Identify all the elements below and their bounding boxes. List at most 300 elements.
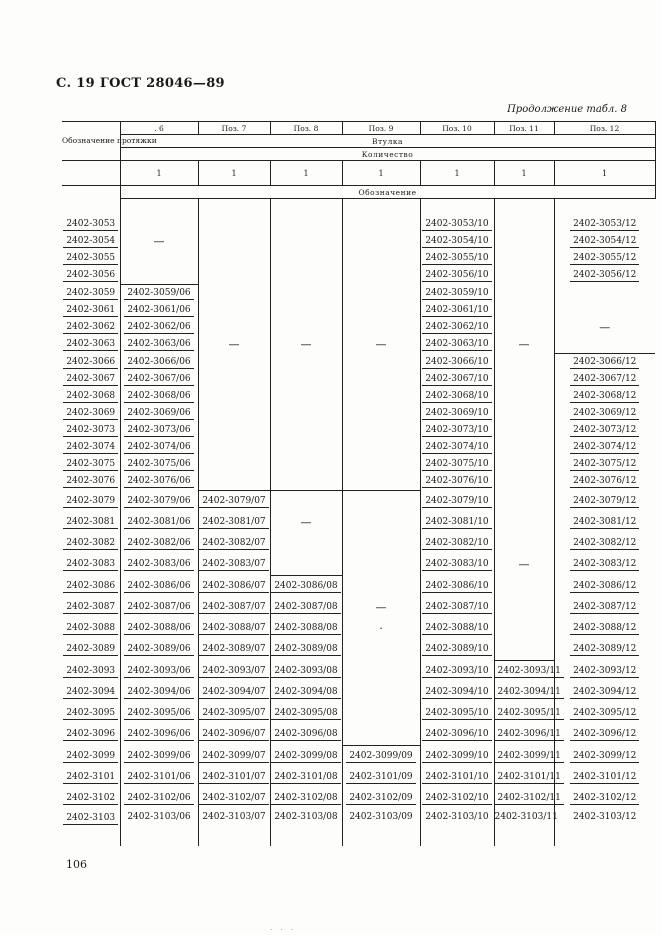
- part-number: 2402-3079/10: [422, 495, 491, 508]
- empty-cell: [342, 302, 420, 319]
- part-cell-p11: [494, 809, 558, 846]
- part-number: 2402-3055/12: [570, 252, 639, 265]
- part-number: 2402-3096/06: [124, 728, 193, 741]
- designation-label: Обозначение: [120, 186, 655, 199]
- designation-value: 2402-3088: [63, 622, 118, 635]
- table-row: [62, 639, 655, 661]
- col-header: Поз. 11: [494, 122, 554, 135]
- part-number: 2402-3076/12: [570, 475, 639, 488]
- count-label: Количество: [120, 148, 655, 161]
- empty-cell: [494, 302, 554, 319]
- part-number: 2402-3099/09: [346, 750, 415, 763]
- empty-cell: [198, 422, 270, 439]
- empty-mark-cell: —: [270, 512, 342, 533]
- empty-mark-cell: —: [120, 233, 198, 250]
- part-number: 2402-3087/12: [570, 601, 639, 614]
- empty-cell: [270, 302, 342, 319]
- part-cell-p12: [554, 703, 655, 724]
- part-number: 2402-3053/10: [422, 218, 491, 231]
- empty-cell: [270, 216, 342, 233]
- part-number: 2402-3099/06: [124, 750, 193, 763]
- empty-cell: [342, 405, 420, 422]
- designation-cell: [62, 703, 120, 724]
- part-number: 2402-3075/10: [422, 458, 491, 471]
- part-number: 2402-3101/11: [495, 771, 564, 784]
- part-number: 2402-3088/07: [199, 622, 268, 635]
- empty-cell: [342, 439, 420, 456]
- part-cell-p12: [554, 512, 655, 533]
- part-cell-p6: [120, 788, 198, 809]
- empty-cell: [270, 533, 342, 554]
- empty-cell: [494, 405, 554, 422]
- empty-cell: [198, 233, 270, 250]
- part-cell-p10: [420, 682, 494, 703]
- table-row: [62, 533, 655, 554]
- part-number: 2402-3102/07: [199, 792, 268, 805]
- table-row: [62, 724, 655, 746]
- part-number: 2402-3093/06: [124, 665, 193, 678]
- part-cell-p10: [420, 597, 494, 618]
- empty-cell: [270, 388, 342, 405]
- count-cell: 1: [342, 161, 420, 186]
- empty-cell: [198, 319, 270, 336]
- designation-cell: [62, 639, 120, 661]
- part-cell-p7: [198, 661, 270, 683]
- part-number: 2402-3103/10: [425, 812, 489, 822]
- part-cell-p8: [270, 661, 342, 683]
- table-row: [62, 388, 655, 405]
- designation-value: 2402-3094: [63, 686, 118, 699]
- empty-cell: [494, 422, 554, 439]
- part-cell-p12: [554, 576, 655, 598]
- empty-mark-cell: —: [554, 319, 655, 336]
- empty-cell: [342, 285, 420, 303]
- part-cell-p6: [120, 354, 198, 372]
- gap-cell: [270, 199, 342, 217]
- empty-cell: [342, 576, 420, 598]
- designation-cell: [62, 250, 120, 267]
- part-cell-p10: [420, 388, 494, 405]
- part-cell-p6: [120, 682, 198, 703]
- part-cell-p9: [342, 767, 420, 788]
- table-row: [62, 576, 655, 598]
- part-cell-p10: [420, 491, 494, 513]
- designation-cell: [62, 319, 120, 336]
- count-cell: 1: [198, 161, 270, 186]
- designation-value: 2402-3074: [63, 441, 118, 454]
- part-cell-p11: [494, 682, 561, 703]
- part-cell-p6: [120, 661, 198, 683]
- part-cell-p10: [420, 724, 494, 746]
- designation-value: 2402-3096: [63, 728, 118, 741]
- designation-value: 2402-3055: [63, 252, 118, 265]
- designation-cell: [62, 233, 120, 250]
- gap-cell: [554, 199, 655, 217]
- designation-cell: [62, 456, 120, 473]
- designation-cell: [62, 285, 120, 303]
- empty-mark-cell: —: [494, 554, 554, 576]
- part-number: 2402-3083/12: [570, 558, 639, 571]
- empty-cell: [342, 473, 420, 491]
- part-cell-p6: [120, 767, 198, 788]
- table-row: [62, 788, 655, 809]
- count-cell: 1: [494, 161, 554, 186]
- part-cell-p10: [420, 439, 494, 456]
- empty-cell: [554, 285, 655, 303]
- part-cell-p10: [420, 422, 494, 439]
- designation-value: 2402-3099: [63, 750, 118, 763]
- part-number: 2402-3082/12: [570, 537, 639, 550]
- part-number: 2402-3074/10: [422, 441, 491, 454]
- part-number: 2402-3093/08: [271, 665, 340, 678]
- empty-cell: [494, 354, 554, 372]
- designation-cell: [62, 597, 120, 618]
- part-cell-p12: [554, 388, 655, 405]
- empty-cell: [342, 456, 420, 473]
- empty-cell: [198, 473, 270, 491]
- table-row: [62, 682, 655, 703]
- part-number: 2402-3061/06: [124, 304, 193, 317]
- part-cell-p12: [554, 809, 655, 846]
- part-number: 2402-3069/10: [422, 407, 491, 420]
- part-cell-p12: [554, 267, 655, 285]
- part-number: 2402-3081/12: [570, 516, 639, 529]
- designation-cell: [62, 422, 120, 439]
- empty-cell: [342, 639, 420, 661]
- part-cell-p11: [494, 661, 561, 683]
- part-cell-p10: [420, 302, 494, 319]
- part-number: 2402-3103/07: [202, 812, 266, 822]
- empty-cell: [342, 703, 420, 724]
- part-number: 2402-3062/10: [422, 321, 491, 334]
- part-cell-p10: [420, 336, 494, 354]
- table-row: [62, 302, 655, 319]
- part-number: 2402-3079/07: [199, 495, 268, 508]
- designation-cell: [62, 618, 120, 639]
- part-cell-p6: [120, 439, 198, 456]
- part-number: 2402-3067/12: [570, 373, 639, 386]
- part-number: 2402-3093/10: [422, 665, 491, 678]
- page-number: 106: [66, 858, 87, 871]
- part-cell-p6: [120, 456, 198, 473]
- empty-cell: [554, 336, 655, 354]
- designation-value: 2402-3095: [63, 707, 118, 720]
- table-row: [62, 597, 655, 618]
- designation-cell: [62, 354, 120, 372]
- empty-cell: [494, 285, 554, 303]
- empty-cell: [270, 371, 342, 388]
- empty-cell: [494, 533, 554, 554]
- designation-value: 2402-3053: [63, 218, 118, 231]
- part-cell-p7: [198, 746, 270, 768]
- part-number: 2402-3094/06: [124, 686, 193, 699]
- part-cell-p8: [270, 809, 342, 846]
- part-number: 2402-3099/12: [570, 750, 639, 763]
- part-number: 2402-3103/06: [127, 812, 191, 822]
- empty-cell: [198, 405, 270, 422]
- part-number: 2402-3063/10: [422, 338, 491, 351]
- table-row: [62, 216, 655, 233]
- empty-cell: [198, 371, 270, 388]
- empty-cell: [342, 422, 420, 439]
- part-number: 2402-3076/10: [422, 475, 491, 488]
- part-number: 2402-3095/07: [199, 707, 268, 720]
- part-number: 2402-3061/10: [422, 304, 491, 317]
- part-cell-p6: [120, 319, 198, 336]
- empty-cell: [342, 267, 420, 285]
- part-cell-p9: [342, 746, 420, 768]
- empty-cell: [270, 354, 342, 372]
- part-cell-p8: [270, 788, 342, 809]
- part-number: 2402-3095/11: [495, 707, 564, 720]
- designation-value: 2402-3056: [63, 269, 118, 282]
- table-row: [62, 809, 655, 846]
- part-number: 2402-3087/06: [124, 601, 193, 614]
- empty-cell: [494, 576, 554, 598]
- empty-cell: [342, 250, 420, 267]
- part-cell-p7: [198, 597, 270, 618]
- empty-cell: [270, 473, 342, 491]
- part-number: 2402-3102/09: [346, 792, 415, 805]
- part-number: 2402-3093/07: [199, 665, 268, 678]
- col-header: Поз. 12: [554, 122, 655, 135]
- designation-cell: [62, 767, 120, 788]
- empty-mark-cell: —: [494, 336, 554, 354]
- designation-cell: [62, 267, 120, 285]
- part-cell-p7: [198, 618, 270, 639]
- part-cell-p7: [198, 809, 270, 846]
- part-cell-p11: [494, 724, 561, 746]
- part-number: 2402-3089/07: [199, 643, 268, 656]
- empty-cell: [270, 319, 342, 336]
- empty-cell: [270, 233, 342, 250]
- empty-cell: [270, 285, 342, 303]
- part-cell-p10: [420, 554, 494, 576]
- part-cell-p6: [120, 473, 198, 491]
- part-cell-p10: [420, 319, 494, 336]
- count-spacer: [62, 161, 120, 186]
- designation-value: 2402-3103: [63, 812, 118, 825]
- count-cell: 1: [120, 161, 198, 186]
- part-cell-p9: [342, 788, 420, 809]
- part-number: 2402-3089/06: [124, 643, 193, 656]
- empty-cell: [120, 216, 198, 233]
- designation-value: 2402-3086: [63, 580, 118, 593]
- empty-cell: [342, 661, 420, 683]
- part-cell-p7: [198, 512, 270, 533]
- designation-cell: [62, 302, 120, 319]
- designation-value: 2402-3059: [63, 287, 118, 300]
- empty-cell: [198, 302, 270, 319]
- designation-cell: [62, 661, 120, 683]
- part-cell-p10: [420, 809, 494, 846]
- part-cell-p10: [420, 703, 494, 724]
- col-header: Поз. 8: [270, 122, 342, 135]
- designation-value: 2402-3083: [63, 558, 118, 571]
- part-number: 2402-3056/12: [570, 269, 639, 282]
- part-cell-p6: [120, 302, 198, 319]
- empty-cell: [198, 216, 270, 233]
- part-cell-p10: [420, 767, 494, 788]
- col-header: Поз. 7: [198, 122, 270, 135]
- table-row: [62, 267, 655, 285]
- empty-cell: [342, 354, 420, 372]
- part-cell-p12: [554, 724, 655, 746]
- part-number: 2402-3059/06: [124, 287, 193, 300]
- part-number: 2402-3079/06: [124, 495, 193, 508]
- designation-value: 2402-3082: [63, 537, 118, 550]
- empty-cell: [198, 285, 270, 303]
- part-number: 2402-3074/12: [570, 441, 639, 454]
- page-header: С. 19 ГОСТ 28046—89: [56, 76, 225, 91]
- designation-cell: [62, 371, 120, 388]
- empty-cell: [198, 354, 270, 372]
- part-cell-p10: [420, 354, 494, 372]
- part-cell-p6: [120, 618, 198, 639]
- part-number: 2402-3096/08: [271, 728, 340, 741]
- empty-mark-cell: —: [342, 336, 420, 354]
- part-cell-p6: [120, 809, 198, 846]
- part-cell-p8: [270, 597, 342, 618]
- designation-value: 2402-3101: [63, 771, 118, 784]
- part-cell-p12: [554, 405, 655, 422]
- part-cell-p7: [198, 767, 270, 788]
- designation-value: 2402-3075: [63, 458, 118, 471]
- part-number: 2402-3074/06: [124, 441, 193, 454]
- part-cell-p6: [120, 554, 198, 576]
- part-cell-p6: [120, 336, 198, 354]
- part-number: 2402-3068/12: [570, 390, 639, 403]
- part-number: 2402-3101/08: [271, 771, 340, 784]
- part-cell-p6: [120, 639, 198, 661]
- designation-cell: [62, 473, 120, 491]
- table-row: [62, 512, 655, 533]
- part-cell-p12: [554, 554, 655, 576]
- empty-cell: [494, 216, 554, 233]
- designation-cell: [62, 746, 120, 768]
- part-number: 2402-3102/11: [495, 792, 564, 805]
- table-row: [62, 422, 655, 439]
- part-cell-p11: [494, 746, 561, 768]
- empty-cell: [270, 422, 342, 439]
- part-cell-p12: [554, 371, 655, 388]
- empty-cell: [342, 512, 420, 533]
- designation-value: 2402-3073: [63, 424, 118, 437]
- designation-value: 2402-3093: [63, 665, 118, 678]
- empty-cell: [554, 302, 655, 319]
- part-number: 2402-3053/12: [570, 218, 639, 231]
- part-number: 2402-3062/06: [124, 321, 193, 334]
- part-number: 2402-3067/10: [422, 373, 491, 386]
- part-number: 2402-3099/07: [199, 750, 268, 763]
- part-number: 2402-3082/10: [422, 537, 491, 550]
- empty-cell: [494, 233, 554, 250]
- part-cell-p10: [420, 405, 494, 422]
- empty-cell: [494, 456, 554, 473]
- part-cell-p9: [342, 809, 420, 846]
- part-number: 2402-3089/12: [570, 643, 639, 656]
- designation-value: 2402-3066: [63, 356, 118, 369]
- table-body: [62, 199, 655, 847]
- designation-value: 2402-3063: [63, 338, 118, 351]
- col-header: Поз. 10: [420, 122, 494, 135]
- empty-cell: [120, 250, 198, 267]
- part-number: 2402-3054/12: [570, 235, 639, 248]
- table-row: [62, 491, 655, 513]
- part-cell-p12: [554, 216, 655, 233]
- part-cell-p10: [420, 576, 494, 598]
- part-number: 2402-3081/10: [422, 516, 491, 529]
- part-number: 2402-3094/12: [570, 686, 639, 699]
- part-number: 2402-3075/12: [570, 458, 639, 471]
- part-cell-p8: [270, 724, 342, 746]
- part-cell-p10: [420, 285, 494, 303]
- empty-cell: [270, 405, 342, 422]
- designation-cell: [62, 216, 120, 233]
- part-cell-p12: [554, 439, 655, 456]
- empty-cell: [342, 233, 420, 250]
- part-cell-p11: [494, 788, 561, 809]
- part-cell-p10: [420, 533, 494, 554]
- count-cell: 1: [420, 161, 494, 186]
- designation-value: 2402-3068: [63, 390, 118, 403]
- empty-cell: [198, 267, 270, 285]
- part-cell-p12: [554, 491, 655, 513]
- part-number: 2402-3095/08: [271, 707, 340, 720]
- empty-cell: [342, 216, 420, 233]
- part-cell-p10: [420, 216, 494, 233]
- gap-cell: [62, 199, 120, 217]
- part-number: 2402-3086/12: [570, 580, 639, 593]
- part-number: 2402-3086/10: [422, 580, 491, 593]
- part-cell-p6: [120, 576, 198, 598]
- part-cell-p7: [198, 533, 270, 554]
- empty-cell: [198, 439, 270, 456]
- part-number: 2402-3099/11: [495, 750, 564, 763]
- table-row: [62, 319, 655, 336]
- part-number: 2402-3093/12: [570, 665, 639, 678]
- empty-cell: [342, 533, 420, 554]
- part-cell-p7: [198, 724, 270, 746]
- part-cell-p10: [420, 661, 494, 683]
- gap-cell: [494, 199, 554, 217]
- part-number: 2402-3066/10: [422, 356, 491, 369]
- part-number: 2402-3094/10: [422, 686, 491, 699]
- empty-cell: [494, 319, 554, 336]
- empty-cell: [494, 512, 554, 533]
- part-number: 2402-3073/10: [422, 424, 491, 437]
- part-cell-p6: [120, 533, 198, 554]
- part-number: 2402-3101/07: [199, 771, 268, 784]
- spec-table: [62, 121, 656, 846]
- empty-cell: [270, 456, 342, 473]
- part-number: 2402-3102/06: [124, 792, 193, 805]
- part-number: 2402-3081/06: [124, 516, 193, 529]
- empty-cell: [198, 456, 270, 473]
- part-number: 2402-3066/12: [570, 356, 639, 369]
- designation-cell: [62, 405, 120, 422]
- part-number: 2402-3102/08: [271, 792, 340, 805]
- designation-value: 2402-3069: [63, 407, 118, 420]
- col-header: Поз. 9: [342, 122, 420, 135]
- part-cell-p12: [554, 597, 655, 618]
- designation-cell: [62, 512, 120, 533]
- part-number: 2402-3087/07: [199, 601, 268, 614]
- designation-cell: [62, 724, 120, 746]
- part-cell-p11: [494, 703, 561, 724]
- part-cell-p8: [270, 618, 342, 639]
- part-number: 2402-3094/07: [199, 686, 268, 699]
